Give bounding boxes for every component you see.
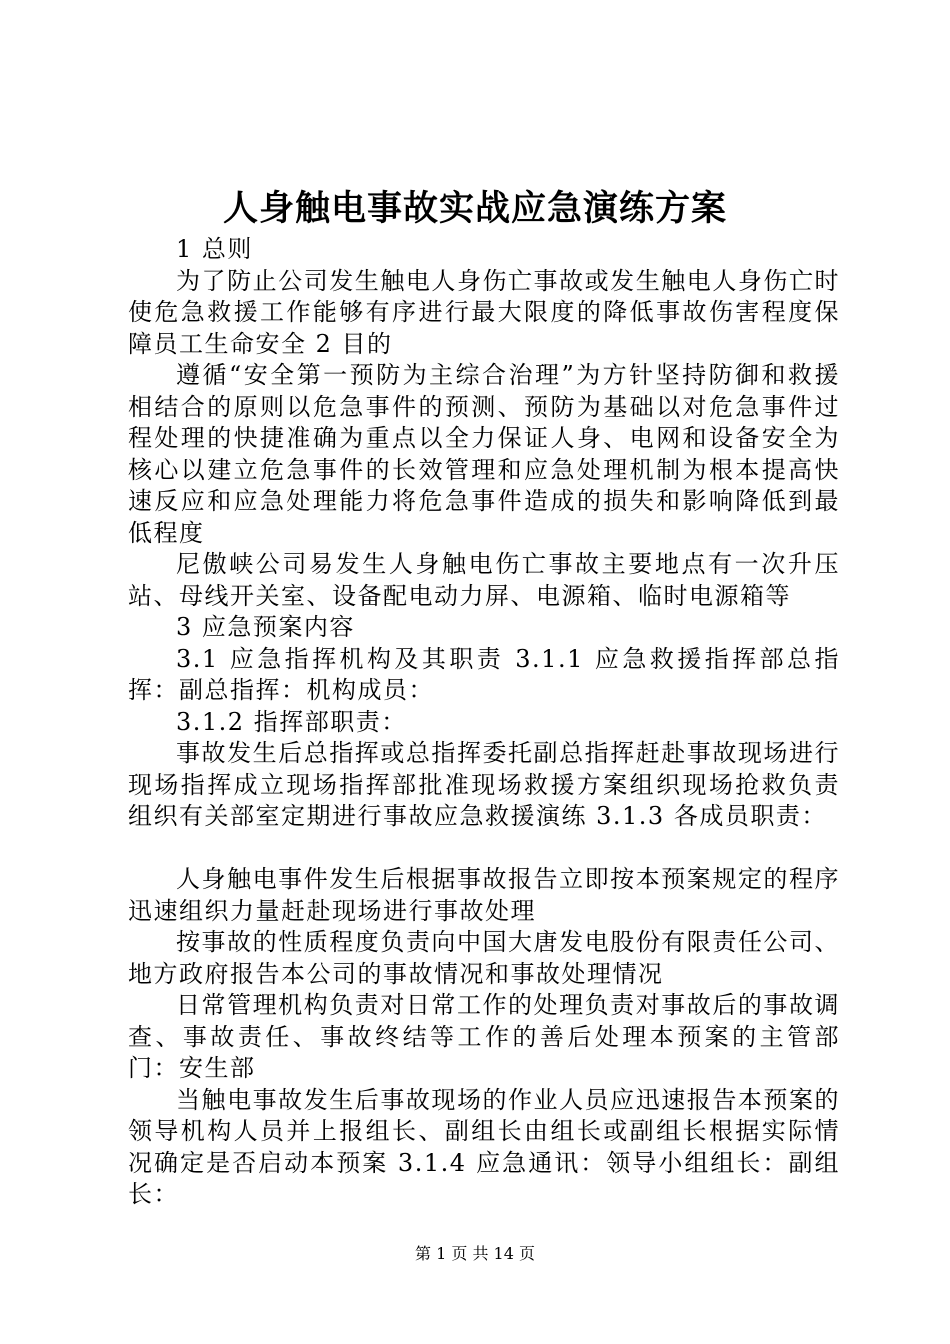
- blank-line: [128, 833, 840, 865]
- paragraph: 为了防止公司发生触电人身伤亡事故或发生触电人身伤亡时使危急救援工作能够有序进行最大限度的降低事故伤害程度保障员工生命安全 2 目的: [128, 266, 840, 358]
- paragraph: 3.1 应急指挥机构及其职责 3.1.1 应急救援指挥部总指挥：副总指挥：机构成员：: [128, 644, 840, 704]
- document-title: 人身触电事故实战应急演练方案: [222, 188, 727, 229]
- document-body: [128, 234, 840, 1211]
- paragraph: 按事故的性质程度负责向中国大唐发电股份有限责任公司、地方政府报告本公司的事故情况和事故处理情况: [128, 928, 840, 988]
- paragraph: 人身触电事件发生后根据事故报告立即按本预案规定的程序迅速组织力量赶赴现场进行事故处理: [128, 865, 840, 925]
- paragraph: 当触电事故发生后事故现场的作业人员应迅速报告本预案的领导机构人员并上报组长、副组长由组长或副组长根据实际情况确定是否启动本预案 3.1.4 应急通讯：领导小组组长：副组长：: [128, 1085, 840, 1208]
- paragraph: 日常管理机构负责对日常工作的处理负责对事故后的事故调查、事故责任、事故终结等工作的善后处理本预案的主管部门：安生部: [128, 991, 840, 1082]
- paragraph: 3.1.2 指挥部职责：: [176, 707, 407, 736]
- paragraph: 1 总则: [176, 235, 253, 263]
- paragraph: 尼傲峡公司易发生人身触电伤亡事故主要地点有一次升压站、母线开关室、设备配电动力屏、电源箱、临时电源箱等: [128, 550, 840, 610]
- page-footer: 第 1 页 共 14 页: [415, 1244, 535, 1263]
- paragraph: 遵循“安全第一预防为主综合治理”为方针坚持防御和救援相结合的原则以危急事件的预测、预防为基础以对危急事件过程处理的快捷准确为重点以全力保证人身、电网和设备安全为核心以建立危急事件的长效管理和应急处理机制为根本提高快速反应和应急处理能力将危急事件造成的损失和影响降低到最低程度: [128, 361, 840, 547]
- paragraph: 3 应急预案内容: [176, 613, 355, 641]
- paragraph: 事故发生后总指挥或总指挥委托副总指挥赶赴事故现场进行现场指挥成立现场指挥部批准现场救援方案组织现场抢救负责组织有关部室定期进行事故应急救援演练 3.1.3 各成员职责：: [128, 739, 840, 830]
